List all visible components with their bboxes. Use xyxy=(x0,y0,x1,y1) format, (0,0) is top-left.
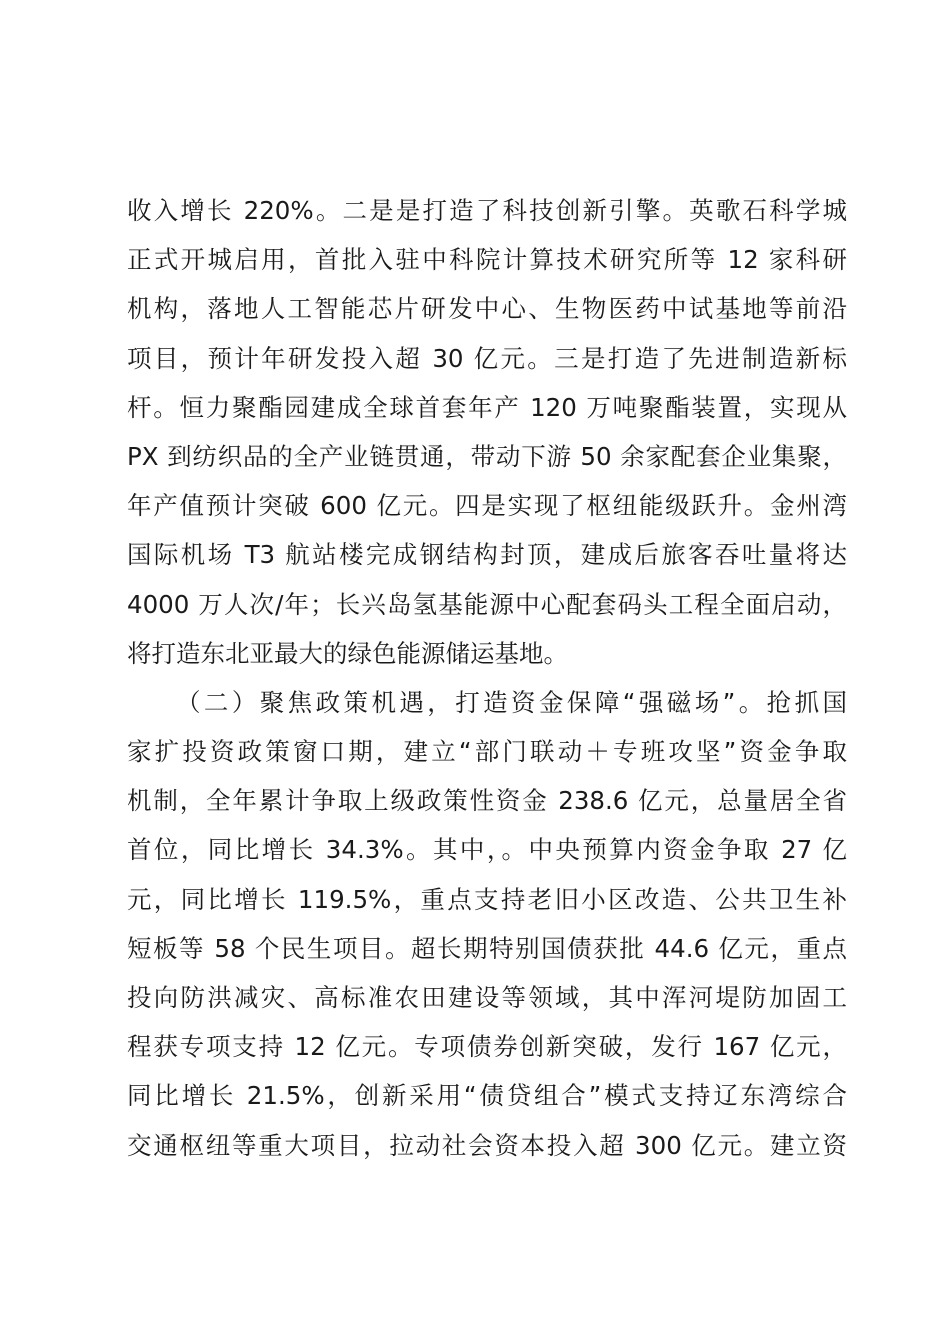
text-line: 将打造东北亚最大的绿色能源储运基地。 xyxy=(127,638,568,668)
text-line: 家扩投资政策窗口期，建立“部门联动＋专班攻坚”资金争取 xyxy=(127,737,847,767)
text-line: 4000 万人次/年；长兴岛氢基能源中心配套码头工程全面启动， xyxy=(127,589,847,619)
text-line: 首位，同比增长 34.3%。其中，。中央预算内资金争取 27 亿 xyxy=(127,835,847,865)
text-line: 年产值预计突破 600 亿元。四是实现了枢纽能级跃升。金州湾 xyxy=(127,491,847,521)
text-line: 杆。恒力聚酯园建成全球首套年产 120 万吨聚酯装置，实现从 xyxy=(127,392,847,422)
text-line: 元，同比增长 119.5%，重点支持老旧小区改造、公共卫生补 xyxy=(127,884,847,914)
text-line: 正式开城启用，首批入驻中科院计算技术研究所等 12 家科研 xyxy=(127,245,847,275)
text-line: PX 到纺织品的全产业链贯通，带动下游 50 余家配套企业集聚， xyxy=(127,441,847,471)
text-line: 交通枢纽等重大项目，拉动社会资本投入超 300 亿元。建立资 xyxy=(127,1130,847,1160)
text-line: 国际机场 T3 航站楼完成钢结构封顶，建成后旅客吞吐量将达 xyxy=(127,540,847,570)
paragraph-1 xyxy=(127,186,847,678)
text-line: 项目，预计年研发投入超 30 亿元。三是打造了先进制造新标 xyxy=(127,343,847,373)
text-line: 投向防洪减灾、高标准农田建设等领域，其中浑河堤防加固工 xyxy=(127,983,847,1012)
section-heading-line: （二）聚焦政策机遇，打造资金保障“强磁场”。抢抓国 xyxy=(176,687,847,717)
text-line: 机构，落地人工智能芯片研发中心、生物医药中试基地等前沿 xyxy=(127,294,847,324)
text-line: 短板等 58 个民生项目。超长期特别国债获批 44.6 亿元，重点 xyxy=(127,933,848,963)
paragraph-2 xyxy=(127,678,847,1170)
document-body xyxy=(127,186,847,1170)
text-line: 同比增长 21.5%，创新采用“债贷组合”模式支持辽东湾综合 xyxy=(127,1081,847,1111)
text-line: 机制，全年累计争取上级政策性资金 238.6 亿元，总量居全省 xyxy=(127,786,847,816)
text-line: 程获专项支持 12 亿元。专项债券创新突破，发行 167 亿元， xyxy=(127,1032,847,1062)
text-line: 收入增长 220%。二是是打造了科技创新引擎。英歌石科学城 xyxy=(127,196,847,225)
